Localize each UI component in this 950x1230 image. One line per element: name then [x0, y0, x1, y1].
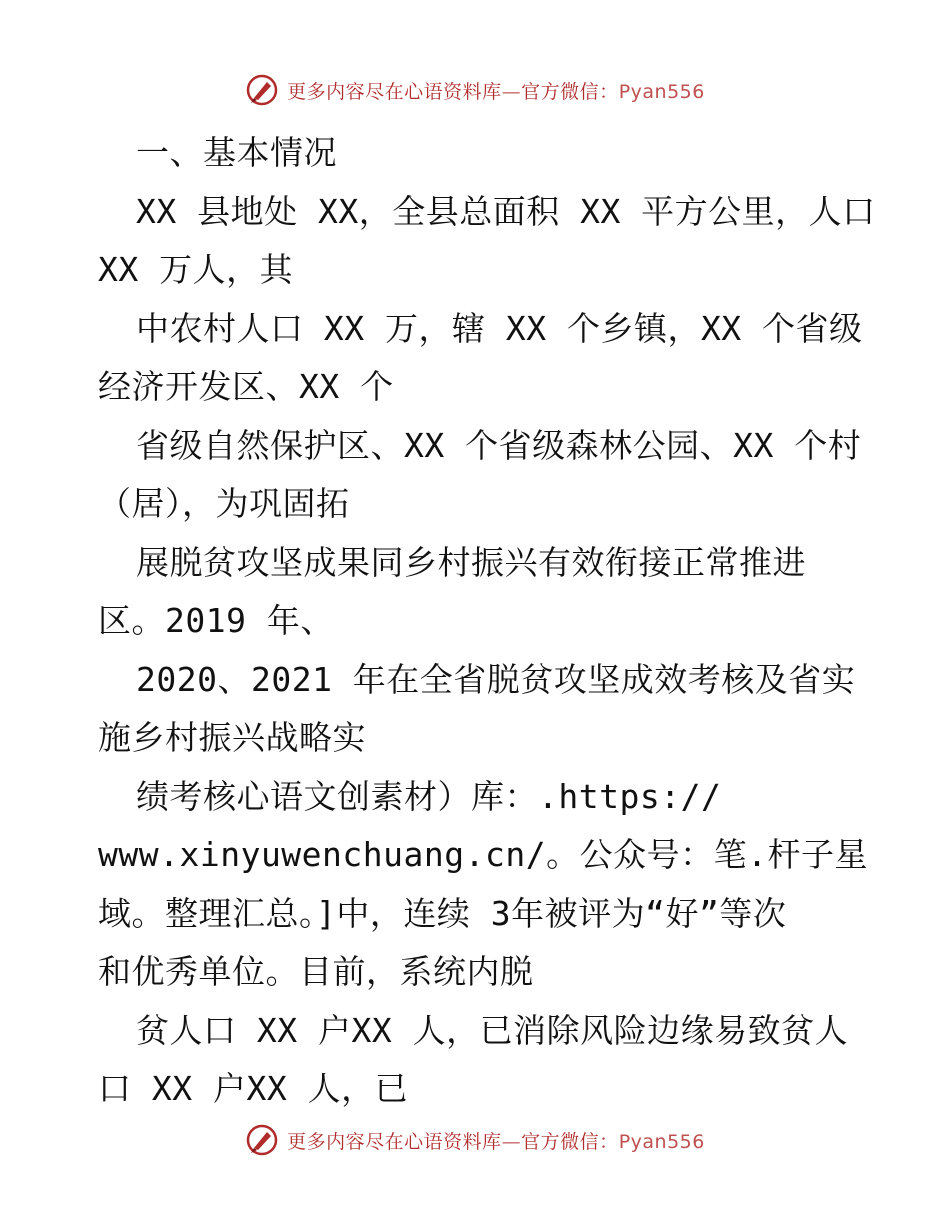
text-line: 绩考核心语文创素材）库：.https://	[136, 776, 722, 816]
footer-banner	[0, 1120, 950, 1160]
text-line: 省级自然保护区、XX 个省级森林公园、XX 个村	[136, 425, 862, 465]
text-line: 施乡村振兴战略实	[98, 718, 366, 757]
text-line: XX 县地处 XX，全县总面积 XX 平方公里，人口	[136, 191, 876, 231]
banner-text	[287, 77, 705, 104]
banner-wechat-id: Pyan556	[618, 1130, 705, 1153]
banner-wechat-id: Pyan556	[618, 80, 705, 103]
text-line: 口 XX 户XX 人，已	[98, 1069, 409, 1108]
banner-text	[287, 1127, 705, 1154]
pen-nib-logo-icon	[245, 73, 279, 107]
text-line: 区。2019 年、	[98, 601, 334, 640]
banner-main: 更多内容尽在心语资料库	[287, 80, 502, 103]
text-line: 中农村人口 XX 万，辖 XX 个乡镇，XX 个省级	[136, 308, 863, 348]
text-line: 经济开发区、XX 个	[98, 367, 394, 406]
text-line: www.xinyuwenchuang.cn/。公众号：笔.杆子星	[98, 835, 868, 874]
text-line: 域。整理汇总。]中，连续 3年被评为“好”等次	[98, 893, 787, 933]
text-line: 2020、2021 年在全省脱贫攻坚成效考核及省实	[136, 659, 856, 699]
banner-wechat-label: 官方微信：	[521, 1130, 619, 1153]
header-banner	[0, 70, 950, 110]
text-line: 贫人口 XX 户XX 人，已消除风险边缘易致贫人	[136, 1010, 849, 1050]
text-line: 展脱贫攻坚成果同乡村振兴有效衔接正常推进	[136, 542, 806, 582]
section-heading: 一、基本情况	[136, 133, 337, 172]
text-line: XX 万人，其	[98, 250, 294, 289]
pen-nib-logo-icon	[245, 1123, 279, 1157]
text-line: 和优秀单位。目前，系统内脱	[98, 952, 534, 991]
text-line: （居），为巩固拓	[98, 484, 350, 523]
banner-separator: —	[501, 1130, 522, 1153]
document-body	[98, 124, 876, 1119]
banner-wechat-label: 官方微信：	[521, 80, 619, 103]
banner-separator: —	[501, 80, 522, 103]
banner-main: 更多内容尽在心语资料库	[287, 1130, 502, 1153]
